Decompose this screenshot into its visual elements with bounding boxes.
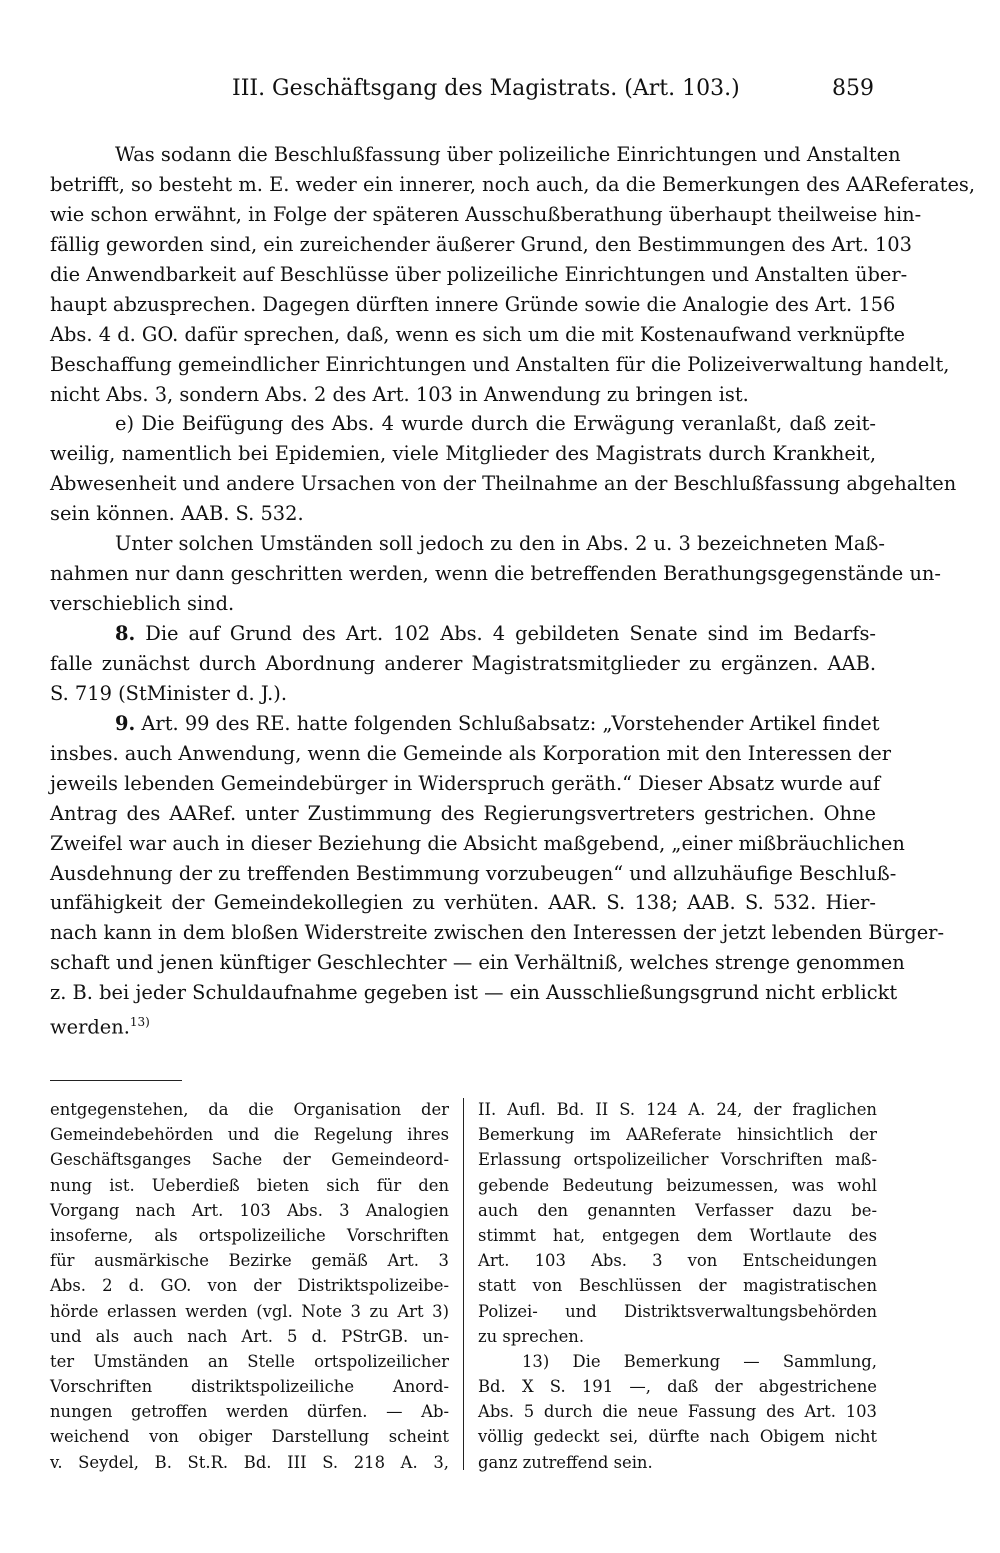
footnote-line: für ausmärkische Bezirke gemäß Art. 3 [50, 1251, 449, 1271]
text-line [50, 1008, 876, 1038]
text-line: falle zunächst durch Abordnung anderer Magistratsmitglieder zu ergänzen. AAB. [50, 651, 876, 675]
text-line: z. B. bei jeder Schuldaufnahme gegeben ist — ein Ausschließungsgrund nicht erblickt [50, 981, 898, 1005]
paragraph-umstaende [50, 529, 941, 619]
footnote-line: ter Umständen an Stelle ortspolizeilicher [50, 1351, 449, 1371]
text-line: Abs. 4 d. GO. dafür sprechen, daß, wenn es sich um die mit Kostenaufwand verknüpfte [50, 322, 905, 346]
text-line: Beschaffung gemeindlicher Einrichtungen und Anstalten für die Polizeiverwaltung handelt, [50, 352, 950, 376]
footnote-line: völlig gedeckt sei, dürfte nach Obigem nicht [478, 1427, 877, 1447]
text-line: jeweils lebenden Gemeindebürger in Widerspruch geräth.“ Dieser Absatz wurde auf [50, 771, 881, 795]
text-line: haupt abzusprechen. Dagegen dürften innere Gründe sowie die Analogie des Art. 156 [50, 292, 896, 316]
footnote-line: Geschäftsganges Sache der Gemeindeord- [50, 1150, 449, 1170]
footnote-line: Abs. 5 durch die neue Fassung des Art. 103 [478, 1402, 877, 1422]
section-8 [50, 619, 876, 709]
footnote-line: auch den genannten Verfasser dazu be- [478, 1200, 877, 1220]
text-line: schaft und jenen künftiger Geschlechter — ein Verhältniß, welches strenge genommen [50, 951, 905, 975]
main-text [50, 140, 976, 1039]
footnote-line: ganz zutreffend sein. [478, 1452, 653, 1472]
footnote-line: insoferne, als ortspolizeiliche Vorschriften [50, 1225, 449, 1245]
page-number: 859 [832, 76, 874, 101]
footnote-column-left [50, 1097, 449, 1475]
footnote-line: Abs. 2 d. GO. von der Distriktspolizeibe- [50, 1276, 449, 1296]
text-line: insbes. auch Anwendung, wenn die Gemeinde als Korporation mit den Interessen der [50, 741, 892, 765]
footnote-line: zu sprechen. [478, 1326, 585, 1346]
text-line: Zweifel war auch in dieser Beziehung die Absicht maßgebend, „einer mißbräuchlichen [50, 831, 905, 855]
section-text: Die auf Grund des Art. 102 Abs. 4 gebildeten Senate sind im Bedarfs- [145, 622, 876, 645]
footnote-line: Bd. X S. 191 —, daß der abgestrichene [478, 1377, 877, 1397]
text-line: Abwesenheit und andere Ursachen von der Theilnahme an der Beschlußfassung abgehalten [50, 472, 957, 496]
footnote-line: nung ist. Ueberdieß bieten sich für den [50, 1175, 449, 1195]
footnote-line: stimmt hat, entgegen dem Wortlaute des [478, 1225, 877, 1245]
section-text: Art. 99 des RE. hatte folgenden Schlußabsatz: „Vorstehender Artikel findet [141, 711, 880, 735]
footnote-line: weichend von obiger Darstellung scheint [50, 1427, 449, 1447]
footnote-line: nungen getroffen werden dürfen. — Ab- [50, 1402, 449, 1422]
text-line: sein können. AAB. S. 532. [50, 502, 304, 526]
paragraph-e [50, 409, 957, 529]
text-line: e) Die Beifügung des Abs. 4 wurde durch die Erwägung veranlaßt, daß zeit- [115, 412, 876, 436]
text-line: fällig geworden sind, ein zureichender äußerer Grund, den Bestimmungen des Art. 103 [50, 232, 912, 256]
text-line: verschieblich sind. [50, 592, 235, 616]
running-header: III. Geschäftsgang des Magistrats. (Art. 103.) [232, 76, 740, 101]
footnote-line: Vorschriften distriktspolizeiliche Anord- [50, 1377, 449, 1397]
footnote-line: Erlassung ortspolizeilicher Vorschriften maß- [478, 1150, 877, 1170]
text-line: nicht Abs. 3, sondern Abs. 2 des Art. 103 in Anwendung zu bringen ist. [50, 382, 749, 406]
footnote-line: Polizei- und Distriktsverwaltungsbehörden [478, 1301, 877, 1321]
section-number: 9. [115, 711, 136, 735]
footnote-line: Gemeindebehörden und die Regelung ihres [50, 1125, 449, 1145]
text-line: nahmen nur dann geschritten werden, wenn die betreffenden Berathungsgegenstände un- [50, 562, 941, 586]
text-line [50, 619, 876, 649]
footnote-reference: 13) [129, 1015, 150, 1030]
footnote-line: 13) Die Bemerkung — Sammlung, [522, 1351, 877, 1371]
footnote-line: v. Seydel, B. St.R. Bd. III S. 218 A. 3, [50, 1452, 449, 1472]
footnote-line: und als auch nach Art. 5 d. PStrGB. un- [50, 1326, 449, 1346]
footnote-line: entgegenstehen, da die Organisation der [50, 1100, 449, 1119]
footnote-line: Bemerkung im AAReferate hinsichtlich der [478, 1125, 877, 1145]
footnote-line: II. Aufl. Bd. II S. 124 A. 24, der fraglichen [478, 1100, 877, 1119]
footnote-divider [50, 1080, 182, 1081]
footnote-13 [478, 1349, 877, 1475]
section-text: werden. [50, 1015, 130, 1039]
text-line: die Anwendbarkeit auf Beschlüsse über polizeiliche Einrichtungen und Anstalten über- [50, 262, 908, 286]
text-line: unfähigkeit der Gemeindekollegien zu verhüten. AAR. S. 138; AAB. S. 532. Hier- [50, 891, 876, 915]
column-divider [463, 1098, 464, 1470]
text-line: Antrag des AARef. unter Zustimmung des Regierungsvertreters gestrichen. Ohne [50, 801, 876, 825]
text-line: S. 719 (StMinister d. J.). [50, 681, 288, 705]
footnote-line: gebende Bedeutung beizumessen, was wohl [478, 1175, 877, 1195]
footnote-column-right [478, 1097, 877, 1475]
footnote-line: statt von Beschlüssen der magistratischen [478, 1276, 877, 1296]
footnote-line: Art. 103 Abs. 3 von Entscheidungen [478, 1251, 877, 1271]
section-number: 8. [115, 622, 136, 645]
paragraph-beschlussfassung [50, 140, 976, 409]
footnote-line: Vorgang nach Art. 103 Abs. 3 Analogien [50, 1200, 449, 1220]
text-line: betrifft, so besteht m. E. weder ein innerer, noch auch, da die Bemerkungen des AAReferates, [50, 172, 976, 196]
text-line: Unter solchen Umständen soll jedoch zu den in Abs. 2 u. 3 bezeichneten Maß- [115, 532, 885, 556]
text-line: Was sodann die Beschlußfassung über polizeiliche Einrichtungen und Anstalten [115, 143, 901, 166]
text-line: Ausdehnung der zu treffenden Bestimmung vorzubeugen“ und allzuhäufige Beschluß- [50, 861, 897, 885]
section-9 [50, 709, 944, 1039]
footnote-line: hörde erlassen werden (vgl. Note 3 zu Art 3) [50, 1301, 449, 1321]
text-line: wie schon erwähnt, in Folge der späteren Ausschußberathung überhaupt theilweise hin- [50, 202, 922, 226]
text-line: nach kann in dem bloßen Widerstreite zwischen den Interessen der jetzt lebenden Bürger- [50, 921, 944, 945]
text-line: weilig, namentlich bei Epidemien, viele Mitglieder des Magistrats durch Krankheit, [50, 442, 876, 466]
text-line [50, 709, 880, 739]
